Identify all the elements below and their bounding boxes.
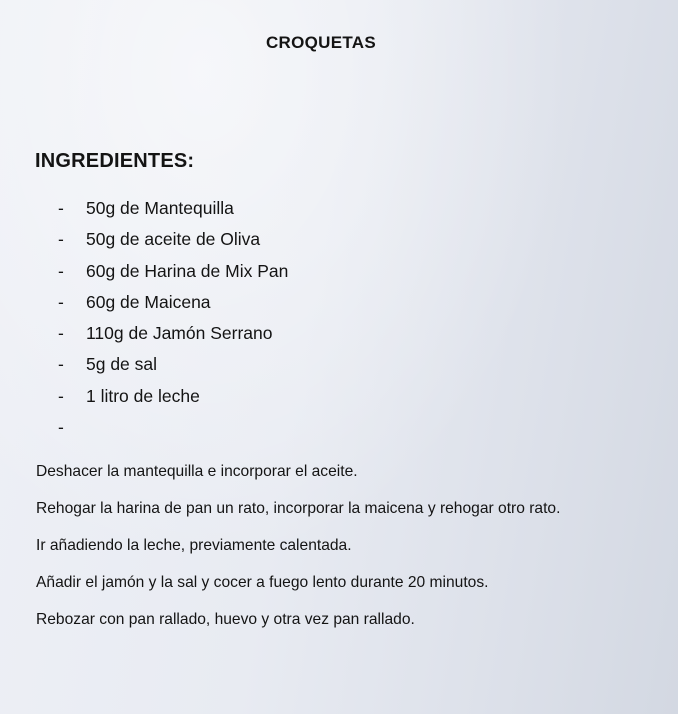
ingredient-item [58, 227, 288, 258]
step-paragraph: Rebozar con pan rallado, huevo y otra vez pan rallado. [36, 611, 415, 628]
bullet-dash: - [58, 260, 64, 281]
bullet-dash: - [58, 385, 64, 406]
recipe-title: CROQUETAS [265, 33, 377, 52]
ingredient-item [58, 196, 288, 227]
bullet-dash: - [58, 229, 64, 250]
step-paragraph: Rehogar la harina de pan un rato, incorporar la maicena y rehogar otro rato. [36, 500, 561, 517]
ingredient-text: 60g de Harina de Mix Pan [86, 260, 289, 281]
ingredient-item-empty [58, 415, 288, 446]
bullet-dash: - [58, 198, 64, 218]
step-paragraph: Añadir el jamón y la sal y cocer a fuego lento durante 20 minutos. [36, 574, 489, 591]
ingredient-text: 50g de aceite de Oliva [86, 229, 261, 250]
ingredient-item [58, 259, 288, 290]
bullet-dash: - [58, 323, 64, 344]
step-paragraph: Deshacer la mantequilla e incorporar el aceite. [36, 463, 358, 480]
bullet-dash: - [58, 291, 64, 312]
ingredients-list [58, 196, 288, 446]
preparation-steps [36, 455, 636, 640]
ingredient-item [58, 384, 288, 415]
ingredient-text: 5g de sal [86, 354, 158, 375]
ingredient-item [58, 290, 288, 321]
ingredient-text: 110g de Jamón Serrano [86, 323, 273, 344]
ingredient-text: 50g de Mantequilla [86, 198, 234, 218]
ingredient-text: 60g de Maicena [86, 291, 211, 312]
bullet-dash: - [58, 354, 64, 375]
step-paragraph: Ir añadiendo la leche, previamente calentada. [36, 537, 352, 554]
ingredients-heading: INGREDIENTES: [35, 150, 195, 172]
ingredient-item [58, 321, 288, 352]
bullet-dash: - [58, 417, 64, 438]
ingredient-item [58, 352, 288, 383]
ingredient-text: 1 litro de leche [86, 385, 200, 406]
